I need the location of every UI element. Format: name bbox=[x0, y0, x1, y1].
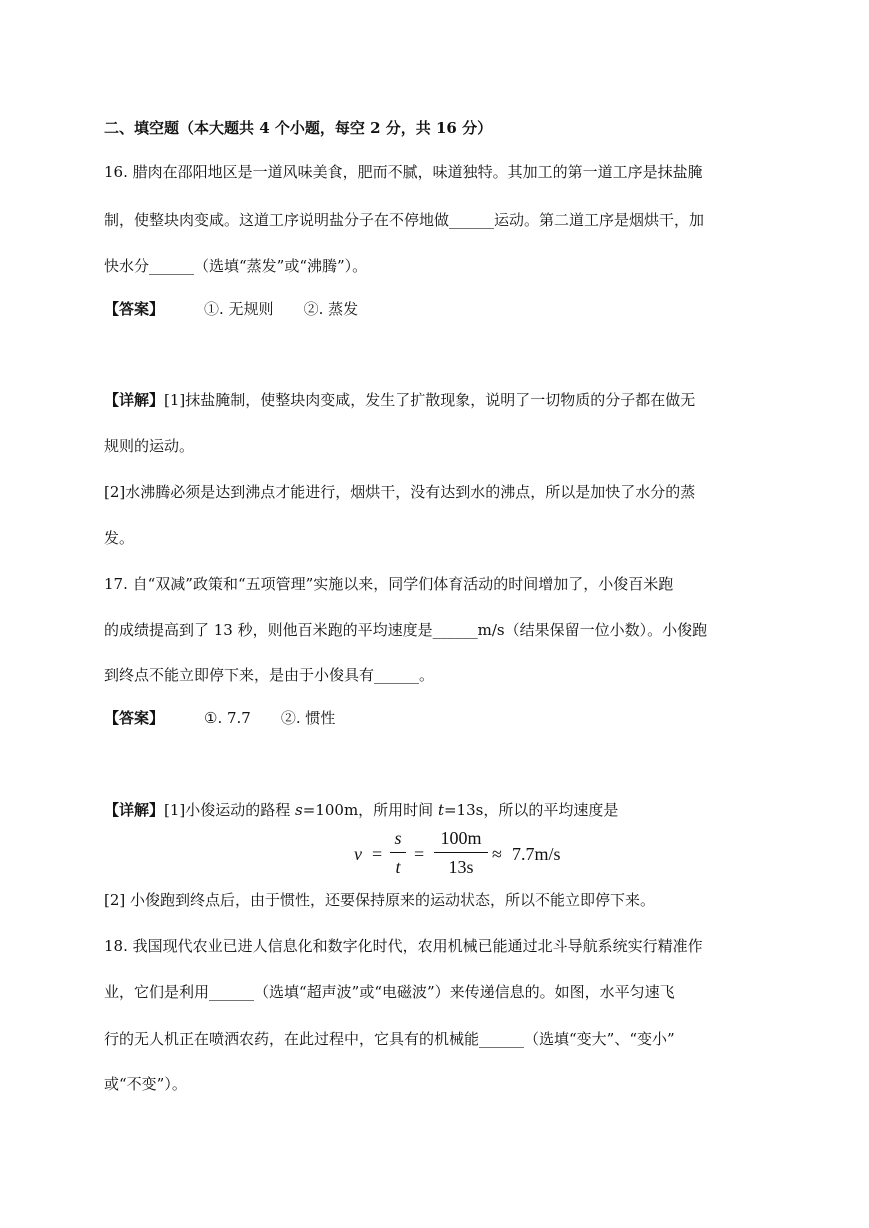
q16-detail-text-1: [1]抹盐腌制，使整块肉变咸，发生了扩散现象，说明了一切物质的分子都在做无 bbox=[164, 391, 696, 409]
q18-text-line-2: 业，它们是利用______（选填“超声波”或“电磁波”）来传递信息的。如图，水平匀速飞 bbox=[104, 983, 675, 1001]
q17-detail-text-b: =100m，所用时间 bbox=[302, 801, 438, 819]
section-title: 二、填空题（本大题共 4 个小题，每空 2 分，共 16 分） bbox=[104, 119, 493, 137]
q16-text-line-3: 快水分______（选填“蒸发”或“沸腾”）。 bbox=[104, 257, 368, 275]
q17-text-line-3: 到终点不能立即停下来，是由于小俊具有______。 bbox=[104, 666, 435, 684]
q17-detail-text-c: =13s，所以的平均速度是 bbox=[443, 801, 619, 819]
formula-numerator: 100m bbox=[440, 828, 482, 848]
q16-answer-2: ②. 蒸发 bbox=[303, 300, 359, 318]
q16-detail-line-4: 发。 bbox=[104, 529, 135, 547]
q17-text-line-2: 的成绩提高到了 13 秒，则他百米跑的平均速度是______m/s（结果保留一位小数）。小俊跑 bbox=[104, 621, 708, 639]
velocity-formula bbox=[350, 826, 570, 884]
q17-answer-tag: 【答案】 bbox=[104, 709, 165, 727]
q17-answer bbox=[104, 708, 744, 728]
q17-text-line-1: 17. 自“双减”政策和“五项管理”实施以来，同学们体育活动的时间增加了，小俊百米跑 bbox=[104, 575, 674, 593]
formula-equals-1: = bbox=[372, 844, 383, 864]
fraction-bar bbox=[390, 852, 406, 853]
formula-approx: ≈ bbox=[492, 844, 502, 864]
q17-answer-1: ①. 7.7 bbox=[204, 709, 251, 727]
q16-answer-tag: 【答案】 bbox=[104, 300, 165, 318]
formula-result: 7.7m/s bbox=[512, 844, 561, 864]
q18-text-line-4: 或“不变”）。 bbox=[104, 1075, 187, 1093]
q16-answer-1: ①. 无规则 bbox=[204, 300, 274, 318]
q18-text-line-1: 18. 我国现代农业已进人信息化和数字化时代，农用机械已能通过北斗导航系统实行精准作 bbox=[104, 937, 703, 955]
q16-detail-line-1 bbox=[104, 390, 744, 410]
q16-detail-line-3: [2]水沸腾必须是达到沸点才能进行，烟烘干，没有达到水的沸点，所以是加快了水分的蒸 bbox=[104, 483, 696, 501]
formula-v: v bbox=[354, 844, 362, 864]
formula-fraction-numeric bbox=[434, 826, 488, 879]
q18-text-line-3: 行的无人机正在喷洒农药，在此过程中，它具有的机械能______（选填“变大”、“变小” bbox=[104, 1030, 675, 1048]
q16-detail-line-2: 规则的运动。 bbox=[104, 437, 195, 455]
fraction-bar bbox=[434, 852, 488, 853]
q17-detail-line-2: [2] 小俊跑到终点后，由于惯性，还要保持原来的运动状态，所以不能立即停下来。 bbox=[104, 891, 656, 909]
formula-s: s bbox=[394, 828, 402, 848]
formula-denominator: 13s bbox=[448, 857, 474, 877]
q17-answer-2: ②. 惯性 bbox=[280, 709, 336, 727]
q17-detail-line-1 bbox=[104, 800, 744, 820]
q17-detail-var-t: t bbox=[437, 801, 444, 819]
q16-detail-tag: 【详解】 bbox=[104, 391, 165, 409]
q17-detail-tag: 【详解】 bbox=[104, 801, 165, 819]
q16-text-line-2: 制，使整块肉变咸。这道工序说明盐分子在不停地做______运动。第二道工序是烟烘干，加 bbox=[104, 211, 705, 229]
formula-equals-2: = bbox=[414, 844, 425, 864]
q17-detail-text-a: [1]小俊运动的路程 bbox=[164, 801, 296, 819]
q17-detail-var-s: s bbox=[295, 801, 303, 819]
formula-t: t bbox=[395, 857, 401, 877]
q16-text-line-1: 16. 腊肉在邵阳地区是一道风味美食，肥而不腻，味道独特。其加工的第一道工序是抹盐腌 bbox=[104, 163, 703, 181]
formula-fraction-symbolic bbox=[390, 826, 406, 879]
q16-answer bbox=[104, 299, 744, 319]
